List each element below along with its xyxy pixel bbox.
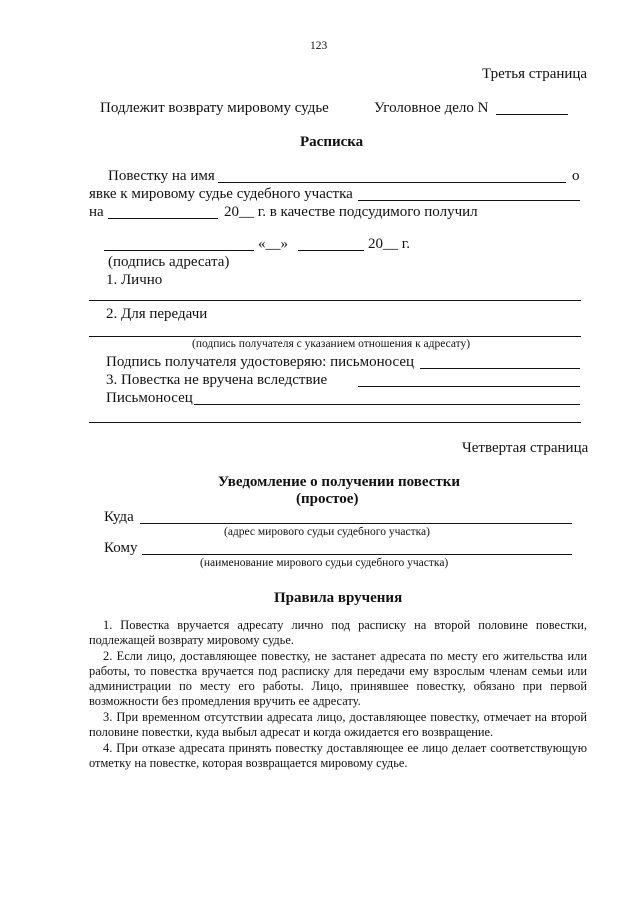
rule-item: 3. При временном отсутствии адресата лицо, доставляющее повестку, отмечает на второй половине повестки, куда выбыл адресат и когда ожидается его возвращение. xyxy=(89,710,587,739)
receipt-line3-na: на xyxy=(89,204,104,220)
item-personally: 1. Лично xyxy=(106,272,163,288)
to-whom-label: Кому xyxy=(104,540,138,556)
closing-line xyxy=(89,422,581,423)
transfer-line xyxy=(89,336,581,337)
receipt-title: Расписка xyxy=(300,134,364,150)
rule-item: 2. Если лицо, доставляющее повестку, не застанет адресата по месту его жительства или работы, то повестка вручается под расписку для передачи ему взрослым членам семьи или администрации по месту его работы. Лицо, принявшее повестку, обязано при первой возможности без промедления вручить ее адресату. xyxy=(89,649,587,708)
to-whom-line xyxy=(142,554,572,555)
rule-item: 4. При отказе адресата принять повестку доставляющее ее лицо делает соответствующую отметку на повестке, которая возвращается мировому судье. xyxy=(89,741,587,770)
personally-line xyxy=(89,300,581,301)
receipt-line3-text: 20__ г. в качестве подсудимого получил xyxy=(224,204,478,220)
to-where-label: Куда xyxy=(104,509,134,525)
case-number-line xyxy=(496,114,568,115)
postman-certify-line xyxy=(420,368,580,369)
page3-heading: Третья страница xyxy=(482,66,588,82)
rules-list xyxy=(89,618,587,772)
item-for-transfer: 2. Для передачи xyxy=(106,306,208,322)
sign-date-year: 20__ г. xyxy=(368,236,410,252)
recipient-caption: (подпись получателя с указанием отношения к адресату) xyxy=(192,338,471,350)
page-number: 123 xyxy=(310,40,328,52)
receipt-line1-label: Повестку на имя xyxy=(108,168,215,184)
to-whom-caption: (наименование мирового судьи судебного участка) xyxy=(200,557,449,569)
court-district-line xyxy=(358,200,580,201)
date-day-line xyxy=(108,218,218,219)
postman-label: Письмоносец xyxy=(106,390,193,406)
signature-caption: (подпись адресата) xyxy=(108,254,230,270)
return-note: Подлежит возврату мировому судье xyxy=(100,100,329,116)
postman-certify-label: Подпись получателя удостоверяю: письмоносец xyxy=(106,354,415,370)
not-delivered-line xyxy=(358,386,580,387)
recipient-name-line xyxy=(218,182,566,183)
rules-title: Правила вручения xyxy=(274,590,403,606)
rule-item: 1. Повестка вручается адресату лично под расписку на второй половине повестки, подлежащей возврату мировому судье. xyxy=(89,618,587,647)
receipt-line2-label: явке к мировому судье судебного участка xyxy=(89,186,353,202)
receipt-line1-end: о xyxy=(572,168,580,184)
addressee-signature-line xyxy=(104,250,254,251)
sign-date-quote: «__» xyxy=(258,236,288,252)
sign-month-line xyxy=(298,250,364,251)
page4-heading: Четвертая страница xyxy=(462,440,589,456)
to-where-line xyxy=(140,523,572,524)
postman-line xyxy=(194,404,580,405)
notice-title: Уведомление о получении повестки xyxy=(218,474,461,490)
notice-subtitle: (простое) xyxy=(296,491,359,507)
case-label: Уголовное дело N xyxy=(374,100,489,116)
item-not-delivered: 3. Повестка не вручена вследствие xyxy=(106,372,328,388)
to-where-caption: (адрес мирового судьи судебного участка) xyxy=(224,526,430,538)
